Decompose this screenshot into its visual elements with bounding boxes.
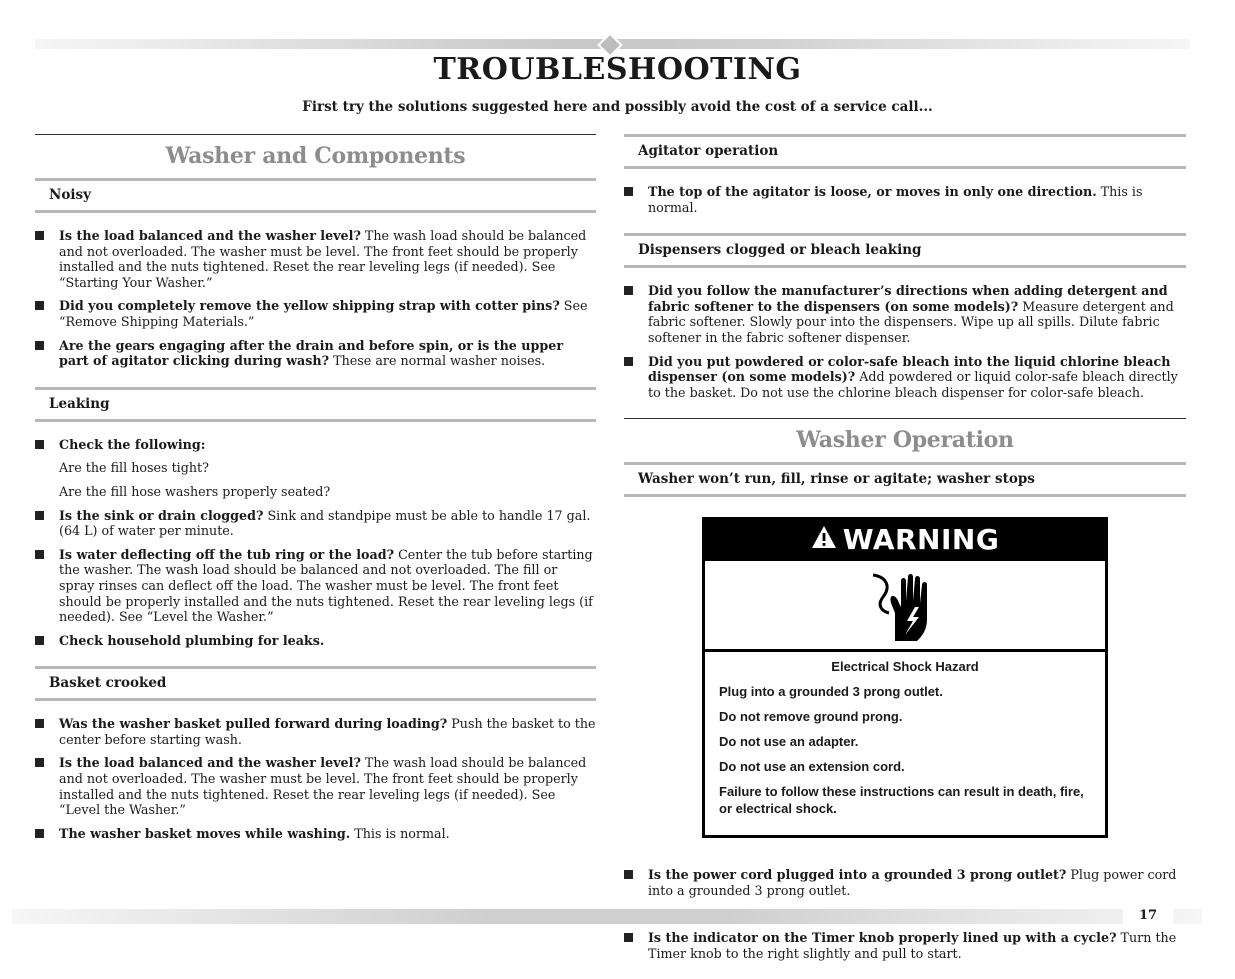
bullet-square-icon bbox=[624, 357, 633, 366]
list-item: Is the sink or drain clogged? Sink and standpipe must be able to handle 17 gal. (64 L) of water per minute. bbox=[35, 508, 596, 539]
warning-body bbox=[705, 652, 1105, 835]
list-item: Is the load balanced and the washer level? The wash load should be balanced and not overloaded. The washer must be level. The front feet should be properly installed and the nuts tightened. Reset the rear leveling legs (if needed). See “Starting Your Washer.” bbox=[35, 228, 596, 290]
warning-instruction: Do not use an extension cord. bbox=[719, 759, 905, 775]
basket-list bbox=[35, 701, 596, 859]
bullet-square-icon bbox=[624, 286, 633, 295]
list-item: Are the gears engaging after the drain and before spin, or is the upper part of agitator clicking during wash? These are normal washer noises. bbox=[35, 338, 596, 369]
bullet-square-icon bbox=[35, 550, 44, 559]
list-item: Did you follow the manufacturer’s directions when adding detergent and fabric softener to the dispensers (on some models)? Measure detergent and fabric softener. Slowly pour into the dispensers. Wipe up all spills. Dilute fabric softener in the fabric softener dispenser. bbox=[624, 283, 1186, 345]
subhead-dispensers: Dispensers clogged or bleach leaking bbox=[624, 233, 1186, 268]
subhead-noisy: Noisy bbox=[35, 178, 596, 213]
bottom-rule bbox=[12, 909, 1202, 924]
page-number: 17 bbox=[1123, 908, 1173, 924]
warning-instruction: Failure to follow these instructions can result in death, fire, or electrical shock. bbox=[719, 784, 1084, 817]
list-item: Check household plumbing for leaks. bbox=[35, 633, 596, 649]
list-item: Did you put powdered or color-safe bleach into the liquid chlorine bleach dispenser (on some models)? Add powdered or liquid color-safe bleach directly to the basket. Do not use the chlorine bleach dispenser for color-safe bleach. bbox=[624, 354, 1186, 401]
bullet-square-icon bbox=[35, 829, 44, 838]
list-item: Was the washer basket pulled forward during loading? Push the basket to the center before starting wash. bbox=[35, 716, 596, 747]
warning-box bbox=[702, 517, 1108, 838]
bullet-square-icon bbox=[35, 231, 44, 240]
bullet-square-icon bbox=[35, 636, 44, 645]
bullet-square-icon bbox=[624, 187, 633, 196]
left-column bbox=[35, 134, 596, 859]
noisy-list bbox=[35, 213, 596, 387]
subhead-leaking: Leaking bbox=[35, 387, 596, 422]
leaking-list bbox=[35, 422, 596, 667]
list-item: Is the power cord plugged into a grounded 3 prong outlet? Plug power cord into a grounded 3 prong outlet. bbox=[624, 867, 1186, 898]
subhead-wont-run: Washer won’t run, fill, rinse or agitate; washer stops bbox=[624, 462, 1186, 497]
list-item: Is water deflecting off the tub ring or the load? Center the tub before starting the washer. The wash load should be balanced and not overloaded. The fill or spray rinses can deflect off the load. The washer must be level. The front feet should be properly installed and the nuts tightened. Reset the rear leveling legs (if needed). See “Level the Washer.” bbox=[35, 547, 596, 625]
subhead-basket-crooked: Basket crooked bbox=[35, 666, 596, 701]
list-item: Is the indicator on the Timer knob properly lined up with a cycle? Turn the Timer knob to the right slightly and pull to start. bbox=[624, 930, 1186, 961]
list-item: Check the following: bbox=[35, 437, 596, 453]
check-line: Are the fill hoses tight? bbox=[59, 460, 209, 476]
section-title-washer-components: Washer and Components bbox=[35, 134, 596, 178]
bullet-square-icon bbox=[624, 870, 633, 879]
bullet-square-icon bbox=[35, 301, 44, 310]
bullet-square-icon bbox=[35, 440, 44, 449]
list-item: Is the load balanced and the washer level? The wash load should be balanced and not overloaded. The washer must be level. The front feet should be properly installed and the nuts tightened. Reset the rear leveling legs (if needed). See “Level the Washer.” bbox=[35, 755, 596, 817]
page-intro: First try the solutions suggested here and possibly avoid the cost of a service call... bbox=[302, 99, 933, 115]
electrical-shock-hand-icon bbox=[705, 558, 1105, 652]
dispensers-list bbox=[624, 268, 1186, 418]
bullet-square-icon bbox=[624, 933, 633, 942]
bullet-square-icon bbox=[35, 758, 44, 767]
warning-instruction: Do not remove ground prong. bbox=[719, 709, 903, 725]
bullet-square-icon bbox=[35, 719, 44, 728]
warning-header bbox=[705, 520, 1105, 558]
warning-instruction: Plug into a grounded 3 prong outlet. bbox=[719, 684, 943, 700]
subhead-agitator-operation: Agitator operation bbox=[624, 134, 1186, 169]
agitator-list bbox=[624, 169, 1186, 233]
right-column bbox=[624, 134, 1186, 979]
list-item: The top of the agitator is loose, or moves in only one direction. This is normal. bbox=[624, 184, 1186, 215]
check-line: Are the fill hose washers properly seated? bbox=[59, 483, 331, 499]
bullet-square-icon bbox=[35, 511, 44, 520]
list-item: The washer basket moves while washing. This is normal. bbox=[35, 826, 596, 842]
bullet-square-icon bbox=[35, 341, 44, 350]
warning-label: WARNING bbox=[842, 522, 1000, 556]
page-title: TROUBLESHOOTING bbox=[433, 52, 802, 87]
list-item: Did you completely remove the yellow shipping strap with cotter pins? See “Remove Shipping Materials.” bbox=[35, 298, 596, 329]
hazard-title: Electrical Shock Hazard bbox=[831, 659, 979, 675]
section-title-washer-operation: Washer Operation bbox=[624, 418, 1186, 462]
warning-triangle-icon bbox=[811, 523, 837, 556]
warning-instruction: Do not use an adapter. bbox=[719, 734, 859, 750]
